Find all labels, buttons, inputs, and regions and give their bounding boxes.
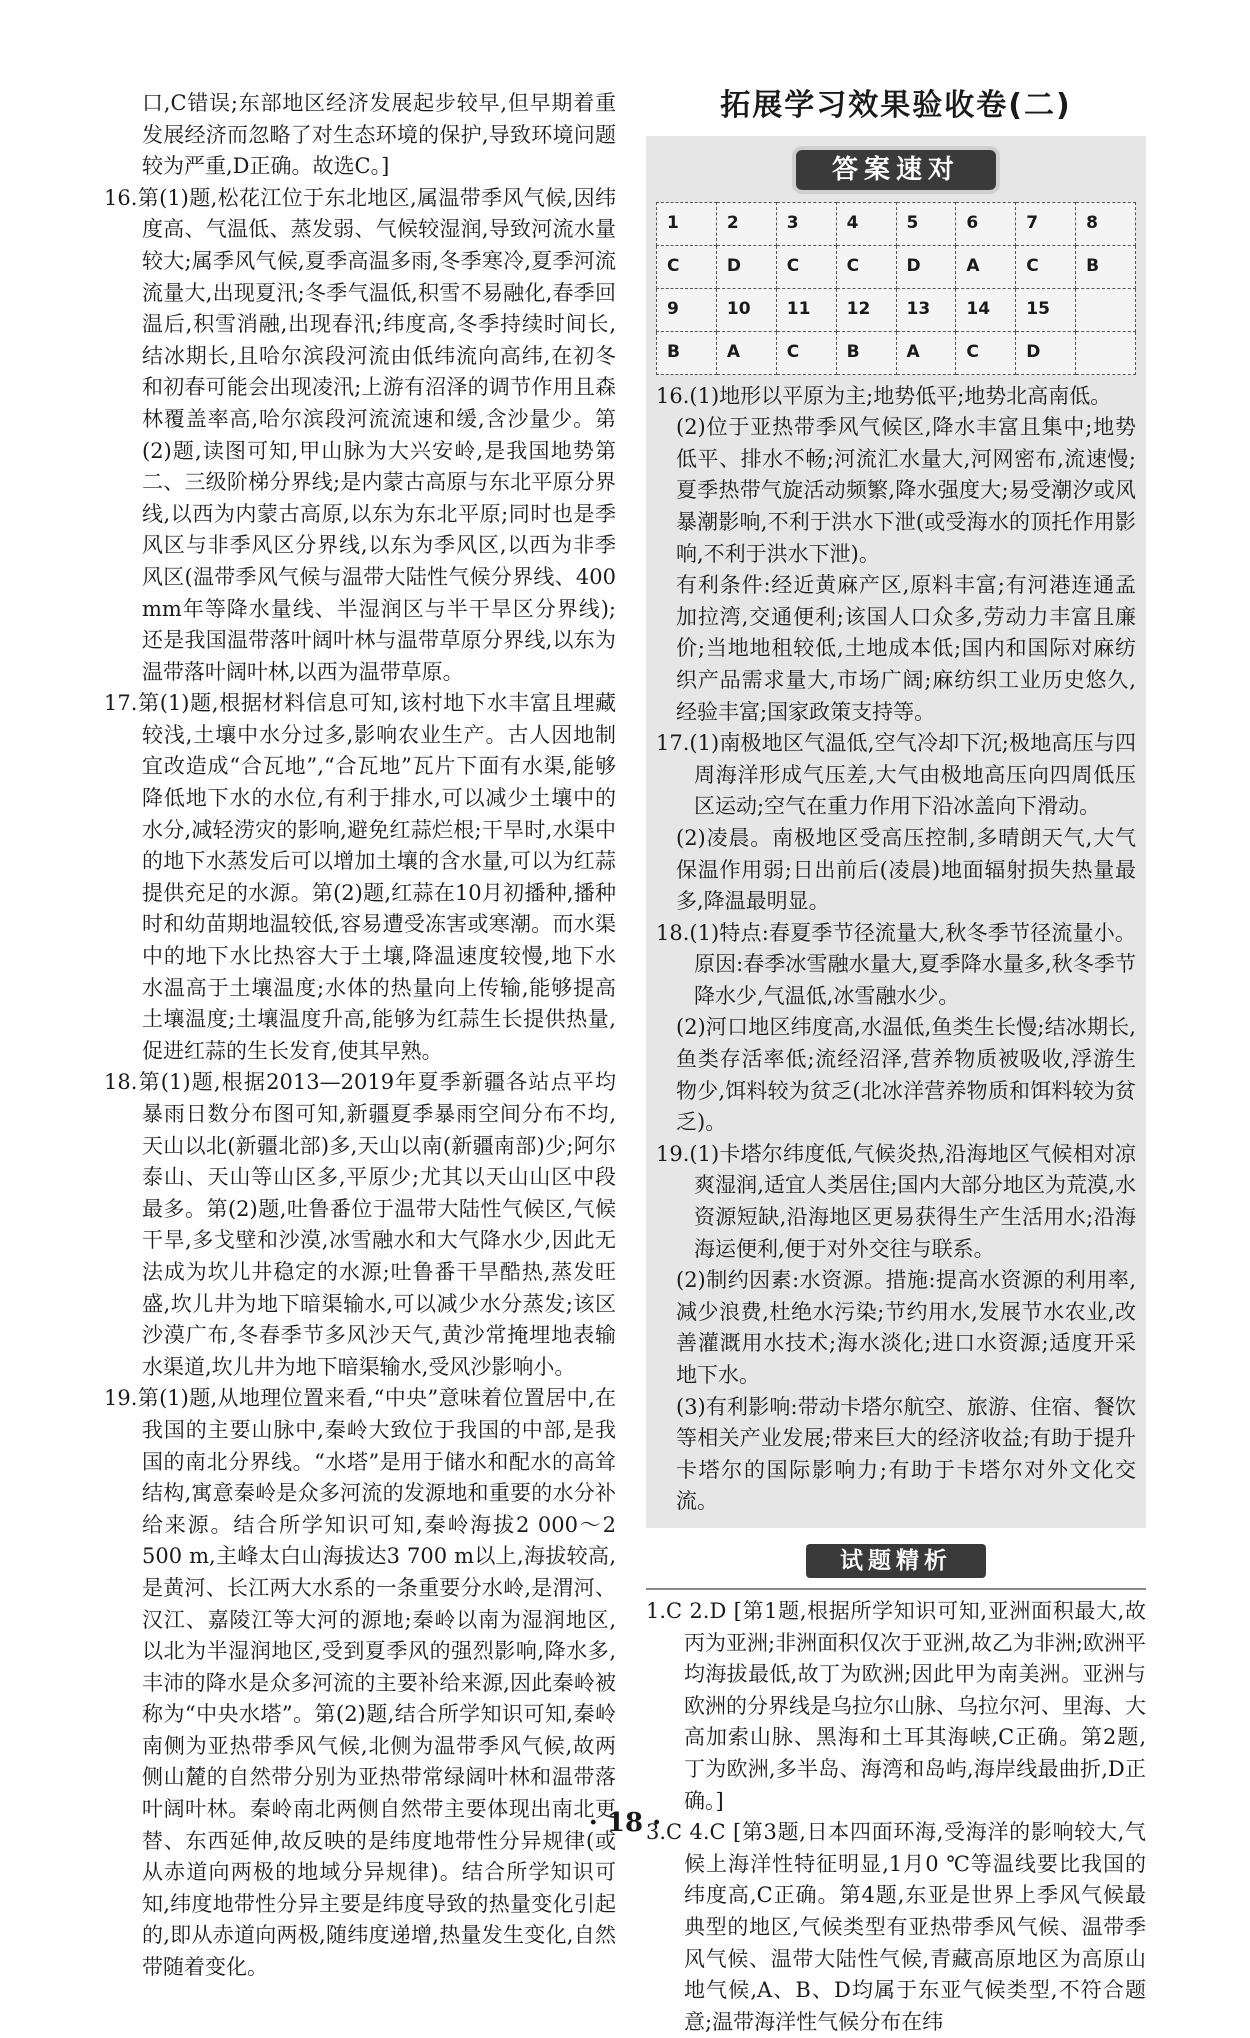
answer-num: 2 [716,202,776,245]
answer-val: D [896,245,956,288]
answer-num: 15 [1016,288,1076,331]
answer-paragraphs [656,381,1136,1518]
left-para-16: 16.第(1)题,松花江位于东北地区,属温带季风气候,因纬度高、气温低、蒸发弱、气候较湿润,导致河流水量较大;属季风气候,夏季高温多雨,冬季寒冷,夏季河流流量大,出现夏汛;冬季气温低,积雪不易融化,春季回温后,积雪消融,出现春汛;纬度高,冬季持续时间长,结冰期长,且哈尔滨段河流由低纬流向高纬,在初冬和初春可能会出现凌汛;上游有沼泽的调节作用且森林覆盖率高,哈尔滨段河流流速和缓,含沙量少。第(2)题,读图可知,甲山脉为大兴安岭,是我国地势第二、三级阶梯分界线;是内蒙古高原与东北平原分界线,以西为内蒙古高原,以东为东北平原;同时也是季风区与非季风区分界线,以东为季风区,以西为非季风区(温带季风气候与温带大陆性气候分界线、400 mm年等降水量线、半湿润区与半干旱区分界线);还是我国温带落叶阔叶林与温带草原分界线,以东为温带落叶阔叶林,以西为温带草原。 [104,185,616,684]
exam-title: 拓展学习效果验收卷(二) [720,88,1072,123]
answer-val: B [657,331,717,374]
answer-num: 1 [657,202,717,245]
answer-para: 19.(1)卡塔尔纬度低,气候炎热,沿海地区气候相对凉爽湿润,适宜人类居住;国内大部分地区为荒漠,水资源短缺,沿海地区更易获得生产生活用水;沿海海运便利,便于对外交往与联系。 [656,1141,1136,1261]
answer-val: C [836,245,896,288]
answer-num: 14 [956,288,1016,331]
left-para-0: 口,C错误;东部地区经济发展起步较早,但早期着重发展经济而忽略了对生态环境的保护,导致环境问题较为严重,D正确。故选C。] [142,91,616,179]
left-para-17: 17.第(1)题,根据材料信息可知,该村地下水丰富且埋藏较浅,土壤中水分过多,影响农业生产。古人因地制宜改造成“合瓦地”,“合瓦地”瓦片下面有水渠,能够降低地下水的水位,有利于排水,可以减少土壤中的水分,减轻涝灾的影响,避免红蒜烂根;干旱时,水渠中的地下水蒸发后可以增加土壤的含水量,可以为红蒜提供充足的水源。第(2)题,红蒜在10月初播种,播种时和幼苗期地温较低,容易遭受冻害或寒潮。而水渠中的地下水比热容大于土壤,降温速度较慢,地下水水温高于土壤温度;水体的热量向上传输,能够提高土壤温度;土壤温度升高,能够为红蒜生长提供热量,促进红蒜的生长发育,使其早熟。 [104,691,616,1063]
answer-para: 有利条件:经近黄麻产区,原料丰富;有河港连通孟加拉湾,交通便利;该国人口众多,劳动力丰富且廉价;当地地租较低,土地成本低;国内和国际对麻纺织产品需求量大,市场广阔;麻纺织工业历史悠久,经验丰富;国家政策支持等。 [676,573,1136,724]
answer-val: B [836,331,896,374]
left-para-18: 18.第(1)题,根据2013—2019年夏季新疆各站点平均暴雨日数分布图可知,新疆夏季暴雨空间分布不均,天山以北(新疆北部)多,天山以南(新疆南部)少;阿尔泰山、天山等山区多,平原少;尤其以天山山区中段最多。第(2)题,吐鲁番位于温带大陆性气候区,气候干旱,多戈壁和沙漠,冰雪融水和大气降水少,因此无法成为坎儿井稳定的水源;吐鲁番干旱酷热,蒸发旺盛,坎儿井为地下暗渠输水,可以减少水分蒸发;该区沙漠广布,冬春季节多风沙天气,黄沙常掩埋地表输水渠道,坎儿井为地下暗渠输水,受风沙影响小。 [104,1070,616,1379]
answer-num [1076,288,1136,331]
answer-val: C [956,331,1016,374]
answer-val: C [657,245,717,288]
answer-num: 13 [896,288,956,331]
answer-num: 3 [776,202,836,245]
answer-para: (2)制约因素:水资源。措施:提高水资源的利用率,减少浪费,杜绝水污染;节约用水,发展节水农业,改善灌溉用水技术;海水淡化;进口水资源;适度开采地下水。 [676,1268,1136,1387]
answer-val: A [716,331,776,374]
analysis-para: 3.C 4.C [第3题,日本四面环海,受海洋的影响较大,气候上海洋性特征明显,1月0 ℃等温线要比我国的纬度高,C正确。第4题,东亚是世界上季风气候最典型的地区,气候类型有亚热带季风气候、温带季风气候、温带大陆性气候,青藏高原地区为高原山地气候,A、B、D均属于东亚气候类型,不符合题意;温带海洋性气候分布在纬 [646,1820,1146,2034]
answer-key-box [646,136,1146,1528]
answer-num: 9 [657,288,717,331]
answer-num: 4 [836,202,896,245]
answer-para: (2)凌晨。南极地区受高压控制,多晴朗天气,大气保温作用弱;日出前后(凌晨)地面辐射损失热量最多,降温最明显。 [676,825,1136,914]
answer-val [1076,331,1136,374]
answer-val: B [1076,245,1136,288]
answer-para: 18.(1)特点:春夏季节径流量大,秋冬季节径流量小。原因:春季冰雪融水量大,夏季降水量多,秋冬季节降水少,气温低,冰雪融水少。 [656,920,1136,1008]
answer-num: 11 [776,288,836,331]
answer-para: 16.(1)地形以平原为主;地势低平;地势北高南低。 [656,383,1112,408]
answer-num: 5 [896,202,956,245]
analysis-divider [646,1588,1146,1590]
answer-row-values-2 [657,331,1136,374]
answer-val: D [1016,331,1076,374]
analysis-para: 1.C 2.D [第1题,根据所学知识可知,亚洲面积最大,故丙为亚洲;非洲面积仅次于亚洲,故乙为非洲;欧洲平均海拔最低,故丁为欧洲;因此甲为南美洲。亚洲与欧洲的分界线是乌拉尔山脉、乌拉尔河、里海、大高加索山脉、黑海和土耳其海峡,C正确。第2题,丁为欧洲,多半岛、海湾和岛屿,海岸线最曲折,D正确。] [646,1598,1146,1813]
answer-num: 10 [716,288,776,331]
answer-val: A [896,331,956,374]
answer-val: C [1016,245,1076,288]
answer-row-values-1 [657,245,1136,288]
answer-row-numbers-1 [657,202,1136,245]
answer-para: (2)位于亚热带季风气候区,降水丰富且集中;地势低平、排水不畅;河流汇水量大,河网密布,流速慢;夏季热带气旋活动频繁,降水强度大;易受潮汐或风暴潮影响,不利于洪水下泄(或受海水的顶托作用影响,不利于洪水下泄)。 [676,415,1136,566]
analysis-banner: 试题精析 [806,1544,986,1578]
answer-key-table [656,202,1136,375]
answer-num: 6 [956,202,1016,245]
answer-para: (3)有利影响:带动卡塔尔航空、旅游、住宿、餐饮等相关产业发展;带来巨大的经济收益;有助于提升卡塔尔的国际影响力;有助于卡塔尔对外文化交流。 [676,1394,1136,1514]
answer-num: 8 [1076,202,1136,245]
answer-val: C [776,245,836,288]
answer-para: (2)河口地区纬度高,水温低,鱼类生长慢;结冰期长,鱼类存活率低;流经沼泽,营养物质被吸收,浮游生物少,饵料较为贫乏(北冰洋营养物质和饵料较为贫乏)。 [676,1015,1136,1135]
right-column [646,70,1146,2038]
answer-para: 17.(1)南极地区气温低,空气冷却下沉;极地高压与四周海洋形成气压差,大气由极地高压向四周低压区运动;空气在重力作用下沿冰盖向下滑动。 [656,731,1136,819]
page-number: · 18 · [588,1808,662,1838]
answer-val: A [956,245,1016,288]
left-para-19: 19.第(1)题,从地理位置来看,“中央”意味着位置居中,在我国的主要山脉中,秦岭大致位于我国的中部,是我国的南北分界线。“水塔”是用于储水和配水的高耸结构,寓意秦岭是众多河流的发源地和重要的水分补给来源。结合所学知识可知,秦岭海拔2 000～2 500 m,主峰太白山海拔达3 700 m以上,海拔较高,是黄河、长江两大水系的一条重要分水岭,是渭河、汉江、嘉陵江等大河的源地;秦岭以南为湿润地区,以北为半湿润地区,受到夏季风的强烈影响,降水多,丰沛的降水是众多河流的主要补给来源,因此秦岭被称为“中央水塔”。第(2)题,结合所学知识可知,秦岭南侧为亚热带季风气候,北侧为温带季风气候,故两侧山麓的自然带分别为亚热带常绿阔叶林和温带落叶阔叶林。秦岭南北两侧自然带主要体现出南北更替、东西延伸,故反映的是纬度地带性分异规律(或从赤道向两极的地域分异规律)。结合所学知识可知,纬度地带性分异主要是纬度导致的热量变化引起的,即从赤道向两极,随纬度递增,热量发生变化,自然带随着变化。 [104,1386,616,1980]
answer-key-banner: 答案速对 [796,150,996,190]
answer-num: 12 [836,288,896,331]
answer-num: 7 [1016,202,1076,245]
answer-val: D [716,245,776,288]
left-column [104,88,616,1984]
answer-val: C [776,331,836,374]
answer-row-numbers-2 [657,288,1136,331]
